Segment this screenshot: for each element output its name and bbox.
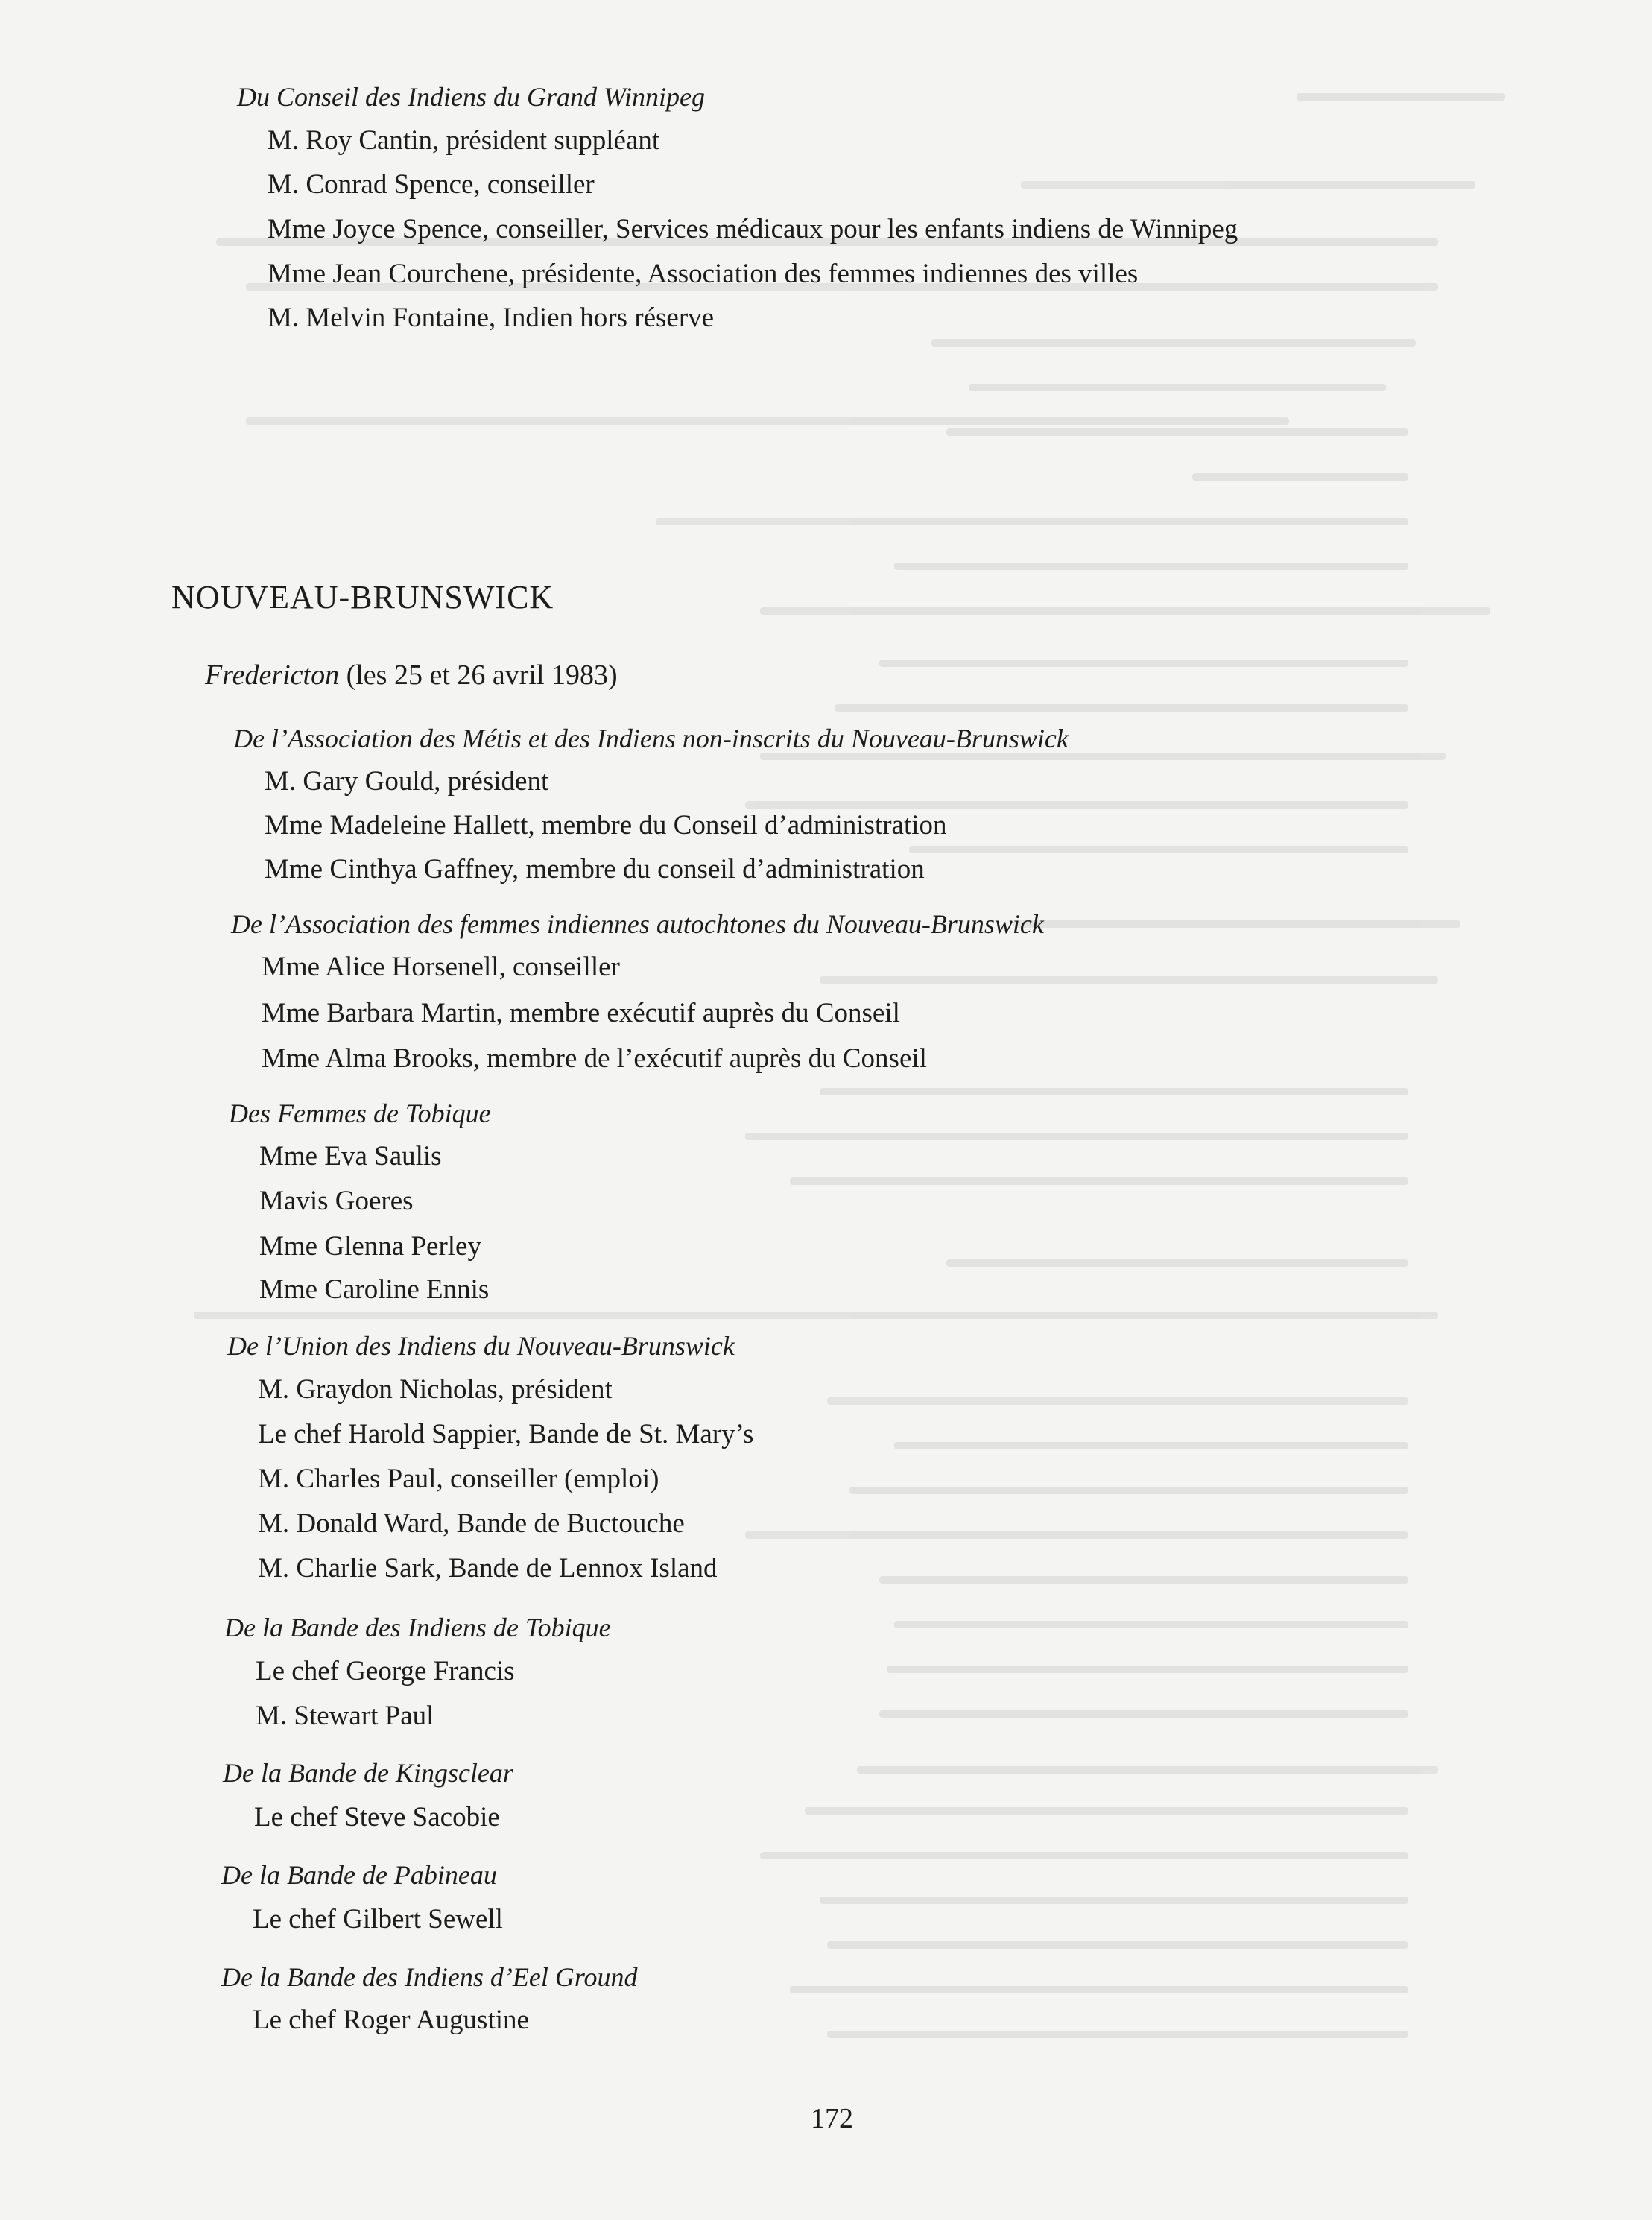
list-item: M. Graydon Nicholas, président (258, 1374, 613, 1405)
list-item: Mavis Goeres (259, 1186, 414, 1216)
list-item: M. Roy Cantin, président suppléant (268, 125, 660, 156)
list-item: Mme Eva Saulis (259, 1141, 442, 1171)
org-heading: De la Bande de Kingsclear (223, 1758, 513, 1788)
org-heading: De l’Union des Indiens du Nouveau-Brunswick (227, 1331, 735, 1361)
list-item: M. Charles Paul, conseiller (emploi) (258, 1464, 659, 1494)
org-heading: De la Bande de Pabineau (221, 1860, 497, 1890)
list-item: Mme Cinthya Gaffney, membre du conseil d’administration (265, 854, 925, 885)
list-item: Mme Caroline Ennis (259, 1274, 490, 1305)
list-item: Mme Alma Brooks, membre de l’exécutif auprès du Conseil (262, 1043, 927, 1074)
org-heading: De l’Association des femmes indiennes autochtones du Nouveau-Brunswick (231, 909, 1044, 939)
list-item: Le chef Roger Augustine (253, 2005, 529, 2035)
list-item: Mme Glenna Perley (259, 1231, 481, 1262)
list-item: Le chef George Francis (256, 1656, 515, 1686)
list-item: M. Charlie Sark, Bande de Lennox Island (258, 1553, 718, 1584)
list-item: M. Melvin Fontaine, Indien hors réserve (268, 303, 715, 333)
section-heading: NOUVEAU-BRUNSWICK (171, 579, 554, 616)
place-city: Fredericton (205, 660, 340, 691)
list-item: Le chef Harold Sappier, Bande de St. Mary’s (258, 1419, 754, 1449)
list-item: Mme Joyce Spence, conseiller, Services médicaux pour les enfants indiens de Winnipeg (268, 214, 1238, 244)
list-item: Mme Jean Courchene, présidente, Association des femmes indiennes des villes (268, 259, 1139, 289)
place-dates: (les 25 et 26 avril 1983) (339, 660, 618, 691)
list-item: Le chef Gilbert Sewell (253, 1904, 503, 1935)
org-heading: De la Bande des Indiens d’Eel Ground (221, 1962, 638, 1992)
place-and-dates (205, 658, 618, 692)
org-heading: De l’Association des Métis et des Indiens non-inscrits du Nouveau-Brunswick (233, 724, 1069, 753)
list-item: Mme Barbara Martin, membre exécutif auprès du Conseil (262, 998, 900, 1028)
list-item: M. Gary Gould, président (265, 766, 549, 797)
list-item: Mme Madeleine Hallett, membre du Conseil d’administration (265, 810, 947, 841)
list-item: M. Stewart Paul (256, 1701, 434, 1731)
list-item: Le chef Steve Sacobie (254, 1802, 500, 1832)
org-heading: Des Femmes de Tobique (229, 1098, 491, 1128)
org-heading: Du Conseil des Indiens du Grand Winnipeg (237, 82, 705, 112)
list-item: Mme Alice Horsenell, conseiller (262, 952, 620, 982)
list-item: M. Donald Ward, Bande de Buctouche (258, 1508, 685, 1539)
page-number: 172 (811, 2103, 853, 2134)
list-item: M. Conrad Spence, conseiller (268, 169, 595, 200)
org-heading: De la Bande des Indiens de Tobique (224, 1613, 611, 1642)
